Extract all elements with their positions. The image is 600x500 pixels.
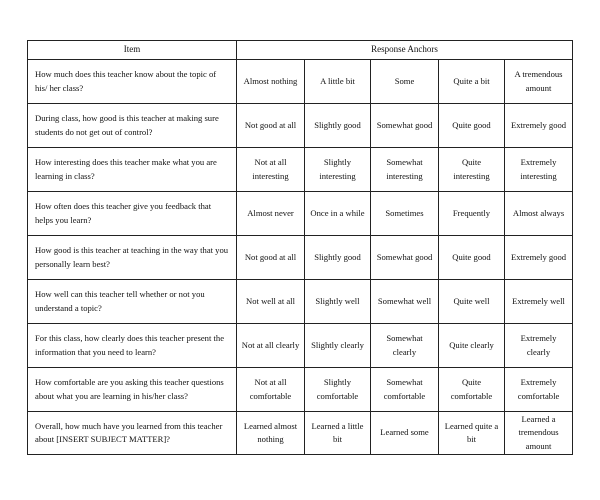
anchor-cell: Not at all interesting [237, 148, 305, 192]
anchor-cell: Somewhat well [371, 280, 439, 324]
table-row [28, 236, 573, 280]
anchor-cell: Almost never [237, 192, 305, 236]
anchor-cell: Slightly well [305, 280, 371, 324]
anchor-cell: Not at all clearly [237, 324, 305, 368]
anchor-cell: Almost nothing [237, 60, 305, 104]
item-question: How well can this teacher tell whether or not you understand a topic? [28, 280, 237, 324]
anchor-cell: Extremely comfortable [505, 368, 573, 412]
table-body [28, 60, 573, 455]
anchor-cell: Learned almost nothing [237, 412, 305, 455]
anchor-cell: Extremely interesting [505, 148, 573, 192]
item-question: How comfortable are you asking this teacher questions about what you are learning in his/her class? [28, 368, 237, 412]
anchor-cell: Not good at all [237, 104, 305, 148]
table-header [28, 41, 573, 60]
survey-table [27, 40, 573, 455]
table-row [28, 368, 573, 412]
anchor-cell: Somewhat interesting [371, 148, 439, 192]
anchor-cell: Quite interesting [439, 148, 505, 192]
anchor-cell: Learned a tremendous amount [505, 412, 573, 455]
header-response-anchors: Response Anchors [237, 41, 573, 60]
item-question: During class, how good is this teacher at making sure students do not get out of control? [28, 104, 237, 148]
anchor-cell: Slightly good [305, 104, 371, 148]
anchor-cell: Once in a while [305, 192, 371, 236]
anchor-cell: Extremely well [505, 280, 573, 324]
anchor-cell: Learned some [371, 412, 439, 455]
table-row [28, 280, 573, 324]
anchor-cell: Quite a bit [439, 60, 505, 104]
table-row [28, 148, 573, 192]
anchor-cell: Slightly comfortable [305, 368, 371, 412]
header-item: Item [28, 41, 237, 60]
table-row [28, 60, 573, 104]
item-question: How often does this teacher give you feedback that helps you learn? [28, 192, 237, 236]
anchor-cell: A little bit [305, 60, 371, 104]
anchor-cell: Quite good [439, 236, 505, 280]
anchor-cell: Extremely good [505, 236, 573, 280]
anchor-cell: A tremendous amount [505, 60, 573, 104]
anchor-cell: Some [371, 60, 439, 104]
anchor-cell: Somewhat clearly [371, 324, 439, 368]
item-question: For this class, how clearly does this teacher present the information that you need to learn? [28, 324, 237, 368]
anchor-cell: Learned a little bit [305, 412, 371, 455]
anchor-cell: Sometimes [371, 192, 439, 236]
anchor-cell: Somewhat comfortable [371, 368, 439, 412]
header-row [28, 41, 573, 60]
anchor-cell: Slightly interesting [305, 148, 371, 192]
anchor-cell: Quite comfortable [439, 368, 505, 412]
anchor-cell: Extremely clearly [505, 324, 573, 368]
anchor-cell: Quite well [439, 280, 505, 324]
table-row [28, 192, 573, 236]
table-row [28, 412, 573, 455]
anchor-cell: Somewhat good [371, 104, 439, 148]
anchor-cell: Quite good [439, 104, 505, 148]
anchor-cell: Slightly good [305, 236, 371, 280]
item-question: How interesting does this teacher make what you are learning in class? [28, 148, 237, 192]
item-question: How much does this teacher know about the topic of his/ her class? [28, 60, 237, 104]
anchor-cell: Quite clearly [439, 324, 505, 368]
item-question: Overall, how much have you learned from this teacher about [INSERT SUBJECT MATTER]? [28, 412, 237, 455]
anchor-cell: Learned quite a bit [439, 412, 505, 455]
anchor-cell: Not well at all [237, 280, 305, 324]
item-question: How good is this teacher at teaching in the way that you personally learn best? [28, 236, 237, 280]
table-row [28, 104, 573, 148]
anchor-cell: Somewhat good [371, 236, 439, 280]
anchor-cell: Not good at all [237, 236, 305, 280]
anchor-cell: Slightly clearly [305, 324, 371, 368]
anchor-cell: Not at all comfortable [237, 368, 305, 412]
table-row [28, 324, 573, 368]
anchor-cell: Extremely good [505, 104, 573, 148]
anchor-cell: Almost always [505, 192, 573, 236]
anchor-cell: Frequently [439, 192, 505, 236]
